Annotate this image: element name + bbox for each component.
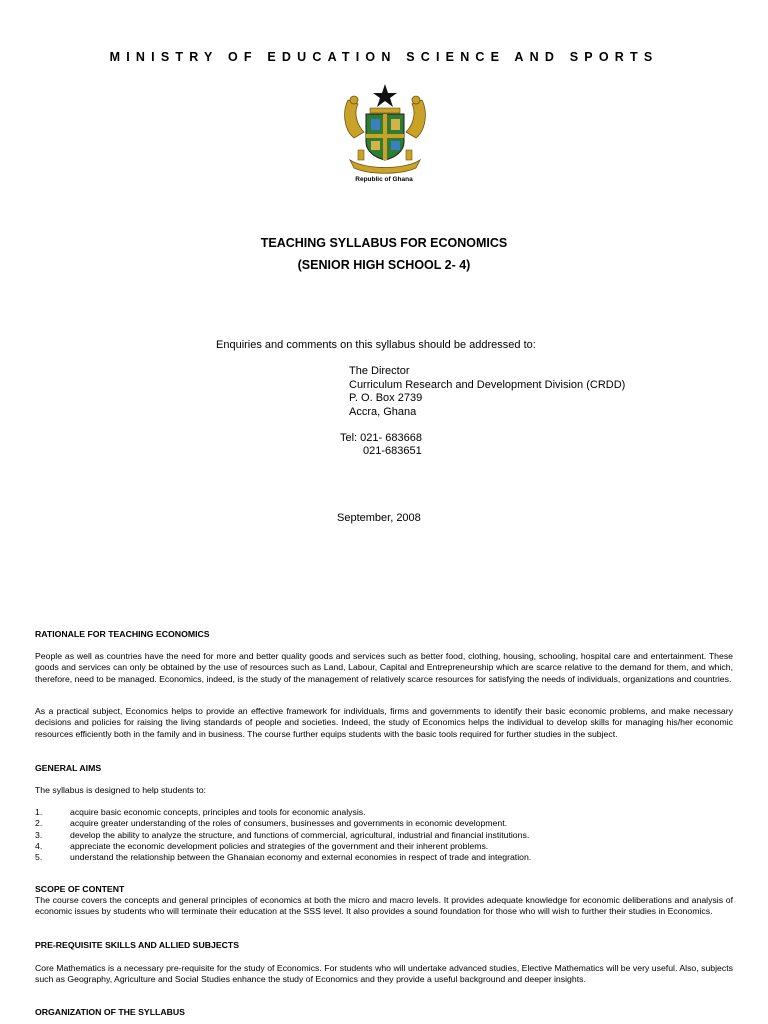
rationale-paragraph-2: As a practical subject, Economics helps to provide an effective framework for individuals, firms and governments to identify their basic economic problems, and make necessary decisions and policies for raising the living standards of people and societies. Indeed, the study of Economics helps the individual to develop skills for managing his/her economic resources efficiently both in the family and in business. The course further equips students with the basic tools required for further studies in the subject. [35, 706, 733, 739]
address-line: Curriculum Research and Development Division (CRDD) [349, 378, 626, 391]
address-line: P. O. Box 2739 [349, 392, 423, 404]
section-heading-scope: SCOPE OF CONTENT [35, 884, 125, 894]
section-heading-rationale: RATIONALE FOR TEACHING ECONOMICS [35, 629, 210, 639]
section-heading-organization: ORGANIZATION OF THE SYLLABUS [35, 1007, 185, 1017]
ministry-header: MINISTRY OF EDUCATION SCIENCE AND SPORTS [109, 50, 659, 64]
crest-caption: Republic of Ghana [355, 176, 413, 183]
prerequisites-paragraph: Core Mathematics is a necessary pre-requisite for the study of Economics. For students who will undertake advanced studies, Elective Mathematics will be very useful. Also, subjects such as Geography, Agriculture and Social Studies enhance the study of Economics and they provide a useful background and deeper insights. [35, 963, 733, 985]
ghana-coat-of-arms-icon [340, 80, 430, 176]
title-line-1: TEACHING SYLLABUS FOR ECONOMICS [260, 236, 508, 250]
title-line-2: (SENIOR HIGH SCHOOL 2- 4) [297, 258, 471, 272]
aims-intro: The syllabus is designed to help students to: [35, 785, 206, 795]
list-item: 1. acquire basic economic concepts, principles and tools for economic analysis. [35, 807, 366, 817]
address-line: Accra, Ghana [349, 405, 417, 418]
enquiries-intro: Enquiries and comments on this syllabus should be addressed to: [216, 339, 536, 351]
section-heading-aims: GENERAL AIMS [35, 763, 102, 773]
list-item: 3. develop the ability to analyze the structure, and functions of commercial, agricultural, industrial and financial institutions. [35, 829, 530, 840]
address-block [349, 365, 625, 419]
section-heading-prerequisites: PRE-REQUISITE SKILLS AND ALLIED SUBJECTS [35, 940, 240, 950]
scope-paragraph: The course covers the concepts and general principles of economics at both the micro and macro levels. It provides adequate knowledge for economic deliberations and analysis of economic issues by students who will terminate their education at the SSS level. It also provides a sound foundation for those who will wish to further their studies in Economics. [35, 895, 733, 917]
list-item: 2. acquire greater understanding of the roles of consumers, businesses and governments in economic development. [35, 818, 508, 829]
telephone-2: 021-683651 [363, 445, 422, 457]
aims-list [35, 807, 733, 863]
list-item: 5. understand the relationship between the Ghanaian economy and external economies in respect of trade and integration. [35, 852, 532, 863]
telephone-1: Tel: 021- 683668 [340, 432, 422, 444]
list-item: 4. appreciate the economic development policies and strategies of the government and their inherent problems. [35, 840, 489, 851]
document-date: September, 2008 [337, 512, 421, 524]
rationale-paragraph-1: People as well as countries have the need for more and better quality goods and services such as better food, clothing, housing, schooling, hospital care and entertainment. These goods and services can only be obtained by the use of resources such as Land, Labour, Capital and Entrepreneurship which are scarce relative to the demand for them, and which, therefore, need to be managed. Economics, indeed, is the study of the management of relatively scarce resources for satisfying the needs of individuals, organizations and countries. [35, 651, 733, 684]
address-line: The Director [349, 365, 410, 377]
